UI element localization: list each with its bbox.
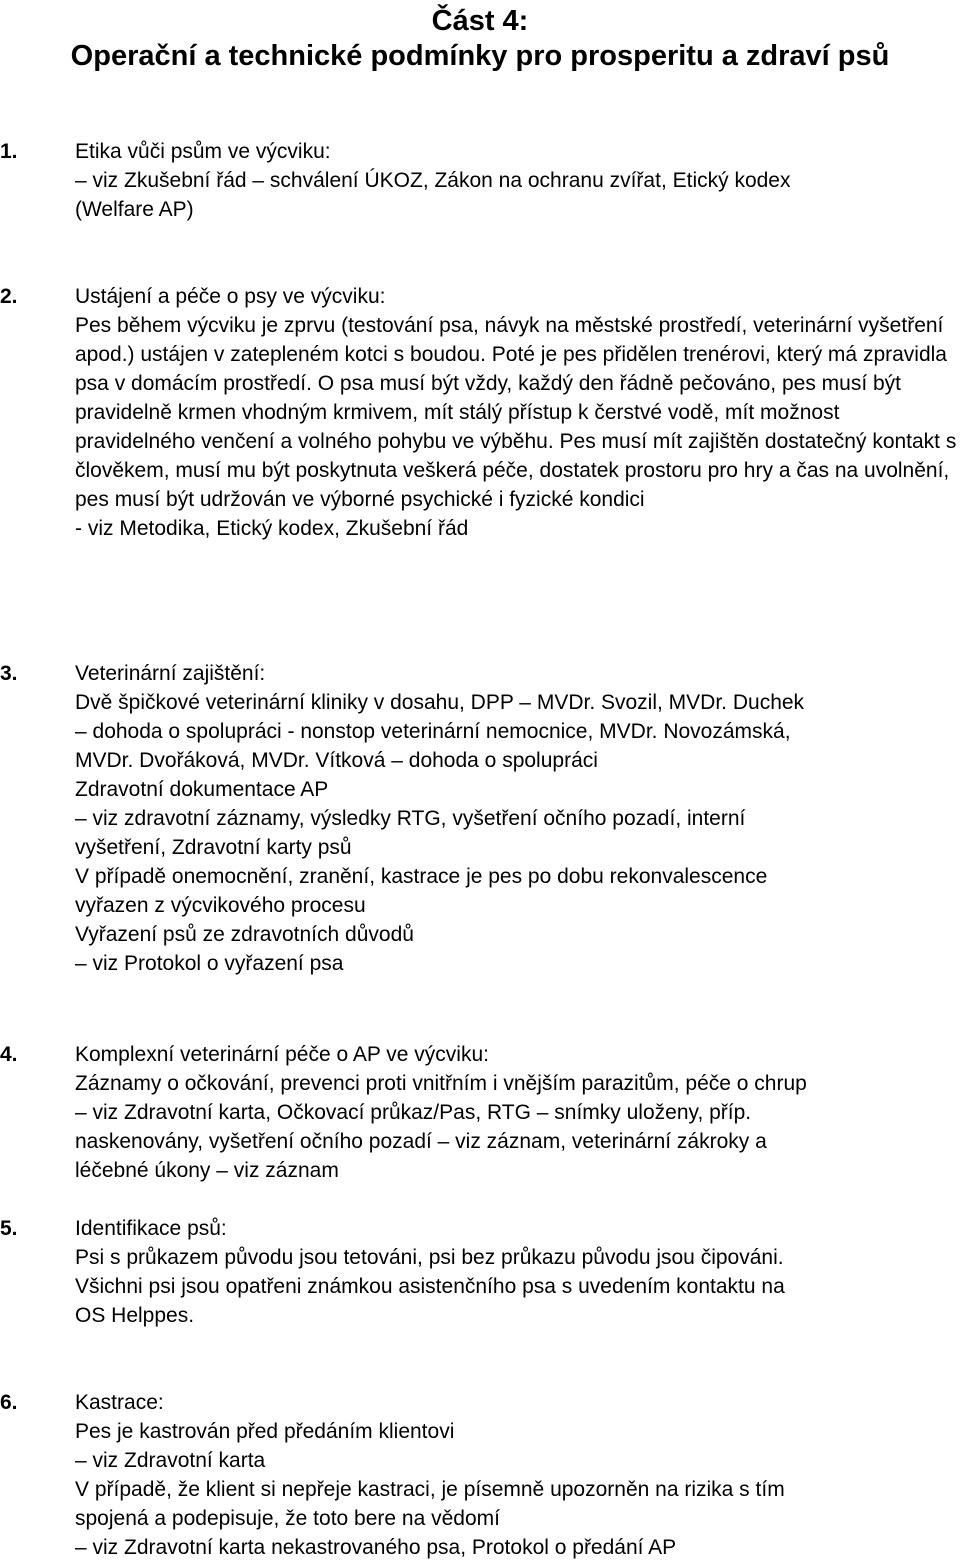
section-line: léčebné úkony – viz záznam xyxy=(75,1159,339,1182)
section-body xyxy=(75,137,959,224)
section-line: Dvě špičkové veterinární kliniky v dosahu, DPP – MVDr. Svozil, MVDr. Duchek xyxy=(75,691,805,714)
section-line: – viz Protokol o vyřazení psa xyxy=(75,952,344,975)
section-number: 5. xyxy=(0,1217,18,1240)
section-line: naskenovány, vyšetření očního pozadí – viz záznam, veterinární zákroky a xyxy=(75,1130,767,1153)
section-line: – viz zdravotní záznamy, výsledky RTG, vyšetření očního pozadí, interní xyxy=(75,807,746,830)
section-heading: Komplexní veterinární péče o AP ve výcviku: xyxy=(75,1043,489,1066)
section-line: – viz Zkušební řád – schválení ÚKOZ, Zákon na ochranu zvířat, Etický kodex xyxy=(75,169,791,192)
section-heading: Identifikace psů: xyxy=(75,1217,227,1240)
section-paragraph: Pes během výcviku je zprvu (testování psa, návyk na městské prostředí, veterinární vyšetření apod.) ustájen v zatepleném kotci s boudou. Poté je pes přidělen trenérovi, který má zpravidla psa v domácím prostředí. O psa musí být vždy, každý den řádně pečováno, pes musí být pravidelně krmen vhodným krmivem, mít stálý přístup k čerstvé vodě, mít možnost pravidelného venčení a volného pohybu ve výběhu. Pes musí mít zajištěn dostatečný kontakt s člověkem, musí mu být poskytnuta veškerá péče, dostatek prostoru pro hry a čas na uvolnění, pes musí být udržován ve výborné psychické i fyzické kondici xyxy=(75,314,957,511)
section-line: OS Helppes. xyxy=(75,1304,195,1327)
section-line: Záznamy o očkování, prevenci proti vnitřním i vnějším parazitům, péče o chrup xyxy=(75,1072,807,1095)
section-body xyxy=(75,1040,959,1185)
section-heading: Kastrace: xyxy=(75,1391,164,1414)
section-line: V případě, že klient si nepřeje kastraci, je písemně upozorněn na rizika s tím xyxy=(75,1478,785,1501)
section-line: – dohoda o spolupráci - nonstop veterinární nemocnice, MVDr. Novozámská, xyxy=(75,720,791,743)
page-title xyxy=(0,4,960,74)
section-body xyxy=(75,282,959,543)
section-line: Všichni psi jsou opatřeni známkou asistenčního psa s uvedením kontaktu na xyxy=(75,1275,785,1298)
section-body xyxy=(75,1214,959,1330)
section-line: Zdravotní dokumentace AP xyxy=(75,778,329,801)
section-line: Pes je kastrován před předáním klientovi xyxy=(75,1420,455,1443)
title-line-2: Operační a technické podmínky pro prosperitu a zdraví psů xyxy=(70,40,890,72)
section-line: – viz Zdravotní karta, Očkovací průkaz/Pas, RTG – snímky uloženy, příp. xyxy=(75,1101,752,1124)
section-line: – viz Zdravotní karta xyxy=(75,1449,266,1472)
section-line: – viz Zdravotní karta nekastrovaného psa, Protokol o předání AP xyxy=(75,1536,677,1559)
section-line: V případě onemocnění, zranění, kastrace je pes po dobu rekonvalescence xyxy=(75,865,768,888)
section-heading: Etika vůči psům ve výcviku: xyxy=(75,140,331,163)
section-line: MVDr. Dvořáková, MVDr. Vítková – dohoda o spolupráci xyxy=(75,749,598,772)
section-number: 6. xyxy=(0,1391,18,1414)
section-line: Psi s průkazem původu jsou tetováni, psi bez průkazu původu jsou čipováni. xyxy=(75,1246,784,1269)
section-line: (Welfare AP) xyxy=(75,198,194,221)
section-line: Vyřazení psů ze zdravotních důvodů xyxy=(75,923,414,946)
title-line-1: Část 4: xyxy=(431,5,529,37)
section-line: vyšetření, Zdravotní karty psů xyxy=(75,836,352,859)
section-line: - viz Metodika, Etický kodex, Zkušební řád xyxy=(75,517,469,540)
section-heading: Veterinární zajištění: xyxy=(75,662,266,685)
section-number: 2. xyxy=(0,285,18,308)
section-body xyxy=(75,659,959,978)
section-number: 3. xyxy=(0,662,18,685)
section-line: spojená a podepisuje, že toto bere na vědomí xyxy=(75,1507,500,1530)
section-line: vyřazen z výcvikového procesu xyxy=(75,894,366,917)
section-number: 4. xyxy=(0,1043,18,1066)
section-number: 1. xyxy=(0,140,18,163)
section-heading: Ustájení a péče o psy ve výcviku: xyxy=(75,285,386,308)
section-body xyxy=(75,1388,959,1562)
